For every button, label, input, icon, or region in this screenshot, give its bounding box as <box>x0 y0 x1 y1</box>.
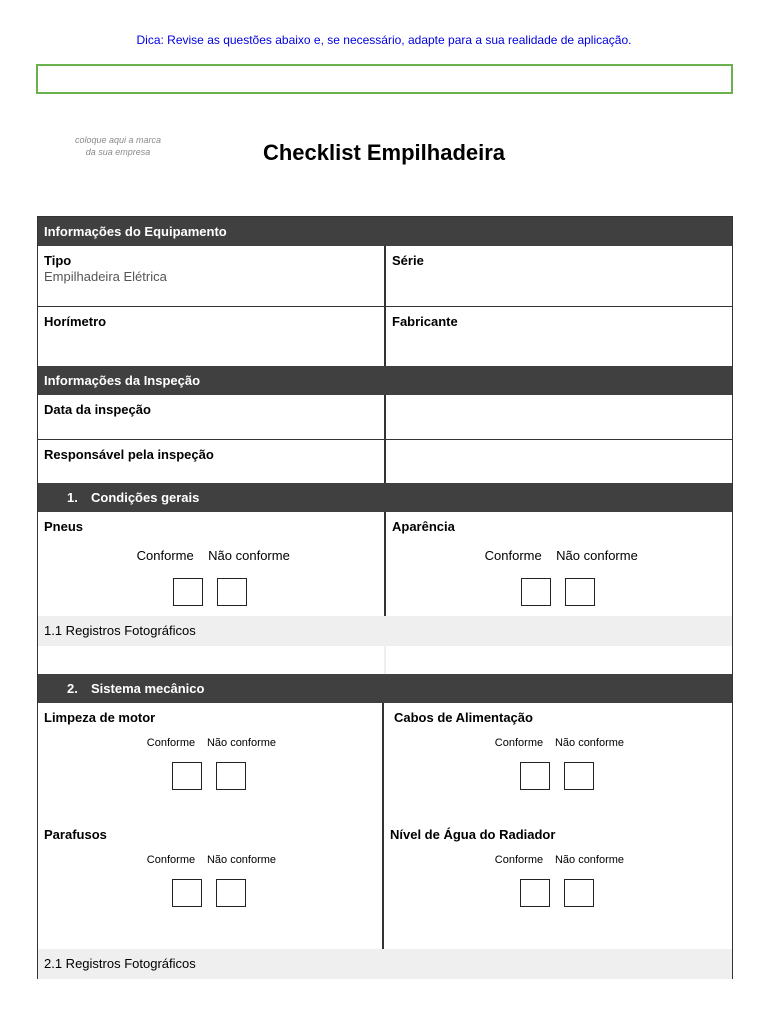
item-label: Parafusos <box>44 827 107 842</box>
conforme-checkbox[interactable] <box>520 762 550 790</box>
conforme-checkbox[interactable] <box>172 879 202 907</box>
item-label: Cabos de Alimentação <box>394 710 533 725</box>
data-inspecao-label: Data da inspeção <box>44 402 151 417</box>
nao-conforme-checkbox[interactable] <box>564 879 594 907</box>
section-1-photos-area[interactable] <box>38 646 732 674</box>
nao-conforme-checkbox[interactable] <box>216 879 246 907</box>
serie-label: Série <box>392 253 424 268</box>
nao-conforme-checkbox[interactable] <box>564 762 594 790</box>
nao-conforme-label: Não conforme <box>206 854 277 866</box>
section-2-number: 2. <box>67 681 78 696</box>
item-label: Limpeza de motor <box>44 710 156 725</box>
item-nivel-agua-radiador <box>390 827 726 907</box>
logo-hint-line-2: da sua empresa <box>85 147 151 157</box>
section-1-number: 1. <box>67 490 78 505</box>
section-2-header <box>38 674 732 703</box>
data-inspecao-input[interactable] <box>386 395 732 439</box>
tipo-value: Empilhadeira Elétrica <box>44 269 167 284</box>
section-1-photos-label: 1.1 Registros Fotográficos <box>38 616 732 646</box>
nao-conforme-checkbox[interactable] <box>216 762 246 790</box>
nao-conforme-label: Não conforme <box>208 548 290 563</box>
logo-hint-line-1: coloque aqui a marca <box>74 135 162 145</box>
data-inspecao-label-cell <box>38 395 386 439</box>
nao-conforme-checkbox[interactable] <box>565 578 595 606</box>
responsavel-label: Responsável pela inspeção <box>44 447 214 462</box>
nao-conforme-checkbox[interactable] <box>217 578 247 606</box>
horimetro-field[interactable] <box>38 307 386 366</box>
inspection-header: Informações da Inspeção <box>38 366 732 395</box>
section-2-left-column <box>38 703 384 949</box>
section-1-title: Condições gerais <box>91 490 200 505</box>
conforme-checkbox[interactable] <box>172 762 202 790</box>
item-limpeza-motor <box>44 710 376 827</box>
item-label: Nível de Água do Radiador <box>390 827 556 842</box>
nao-conforme-label: Não conforme <box>206 737 277 749</box>
responsavel-input[interactable] <box>386 440 732 483</box>
photo-cell-right <box>386 646 732 674</box>
serie-field[interactable] <box>386 246 732 306</box>
responsavel-label-cell <box>38 440 386 483</box>
item-label: Pneus <box>44 519 84 534</box>
notes-input-box[interactable] <box>36 64 733 94</box>
section-1-header <box>38 483 732 512</box>
horimetro-label: Horímetro <box>44 314 107 329</box>
section-2-title: Sistema mecânico <box>91 681 205 696</box>
nao-conforme-label: Não conforme <box>554 737 625 749</box>
fabricante-field[interactable] <box>386 307 732 366</box>
item-aparencia <box>386 512 732 616</box>
page-title: Checklist Empilhadeira <box>262 140 506 165</box>
conforme-label: Conforme <box>494 854 544 866</box>
conforme-label: Conforme <box>146 737 196 749</box>
conforme-label: Conforme <box>136 548 194 563</box>
photo-cell-left <box>38 646 384 674</box>
item-label: Aparência <box>392 519 455 534</box>
conforme-checkbox[interactable] <box>521 578 551 606</box>
fabricante-label: Fabricante <box>392 314 458 329</box>
item-pneus <box>38 512 386 616</box>
tip-text: Dica: Revise as questões abaixo e, se necessário, adapte para a sua realidade de aplicação. <box>136 33 632 47</box>
section-2-photos-label: 2.1 Registros Fotográficos <box>38 949 732 979</box>
conforme-label: Conforme <box>484 548 542 563</box>
item-cabos-alimentacao <box>394 710 726 827</box>
nao-conforme-label: Não conforme <box>554 854 625 866</box>
nao-conforme-label: Não conforme <box>556 548 638 563</box>
equipment-header: Informações do Equipamento <box>38 217 732 246</box>
tipo-field[interactable] <box>38 246 386 306</box>
conforme-checkbox[interactable] <box>520 879 550 907</box>
conforme-checkbox[interactable] <box>173 578 203 606</box>
item-parafusos <box>44 827 376 907</box>
conforme-label: Conforme <box>494 737 544 749</box>
section-2-right-column <box>384 703 732 949</box>
conforme-label: Conforme <box>146 854 196 866</box>
tipo-label: Tipo <box>44 253 72 268</box>
checklist-form <box>37 216 733 979</box>
